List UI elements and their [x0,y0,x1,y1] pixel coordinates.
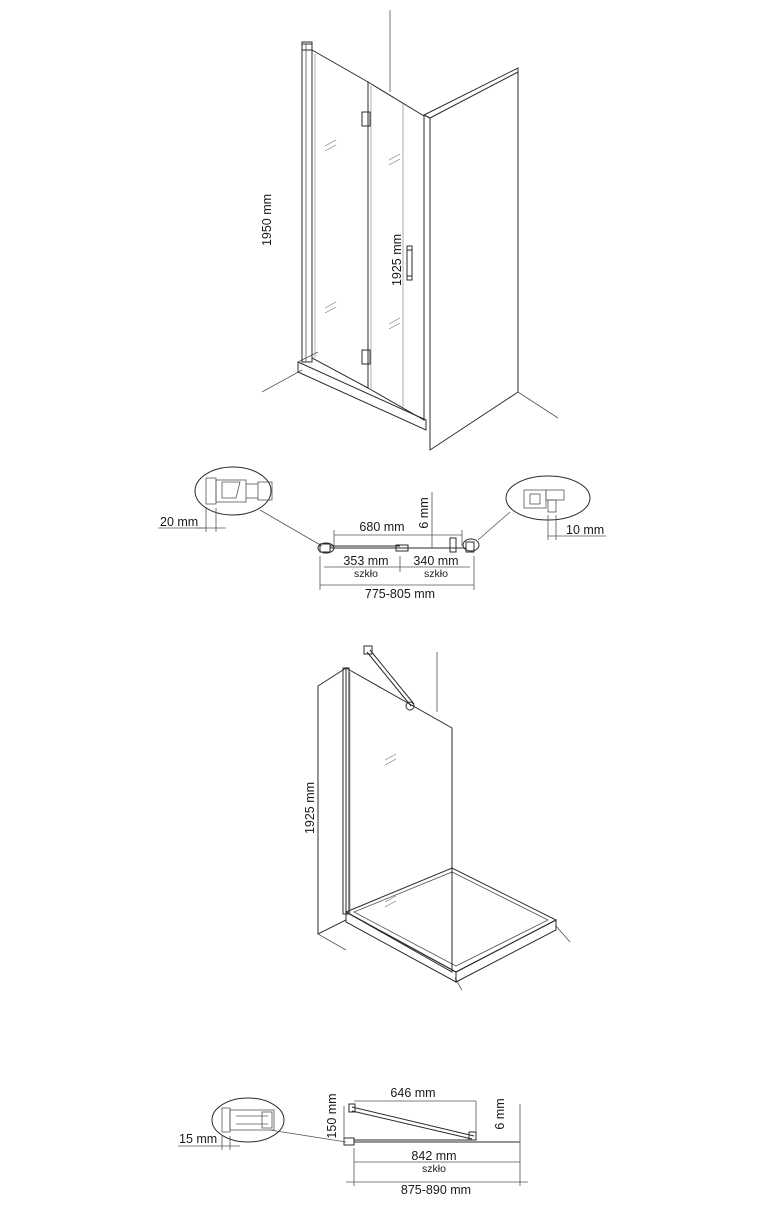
panel-overall-label: 875-890 mm [400,1183,472,1197]
left-detail-width: 20 mm [160,515,199,529]
panel-glass-label: 842 mm [411,1149,457,1163]
panel-clearance-label: 6 mm [493,1098,507,1130]
right-profile-detail [524,490,564,512]
panel-isometric-drawing [318,646,570,990]
glass-left-label: 353 mm [343,554,389,568]
glass-right-label: 340 mm [413,554,459,568]
glass-left-sub: szkło [354,568,378,580]
overall-width-label: 775-805 mm [364,587,436,601]
arm-offset-label: 150 mm [325,1093,339,1139]
panel-plan-view [178,1098,528,1186]
arm-length-label: 646 mm [390,1086,436,1100]
glass-height-label: 1925 mm [390,233,404,287]
frame-height-label: 1950 mm [260,193,274,247]
panel-glass-sub: szkło [422,1163,446,1175]
glass-right-sub: szkło [424,568,448,580]
profile-detail [222,1108,274,1132]
left-profile-detail [206,478,272,504]
profile-width-label: 15 mm [179,1132,218,1146]
door-isometric-drawing [262,10,558,450]
panel-height-label: 1925 mm [303,781,317,835]
right-detail-width: 10 mm [566,523,605,537]
door-width-label: 680 mm [359,520,405,534]
clearance-label: 6 mm [417,497,431,529]
